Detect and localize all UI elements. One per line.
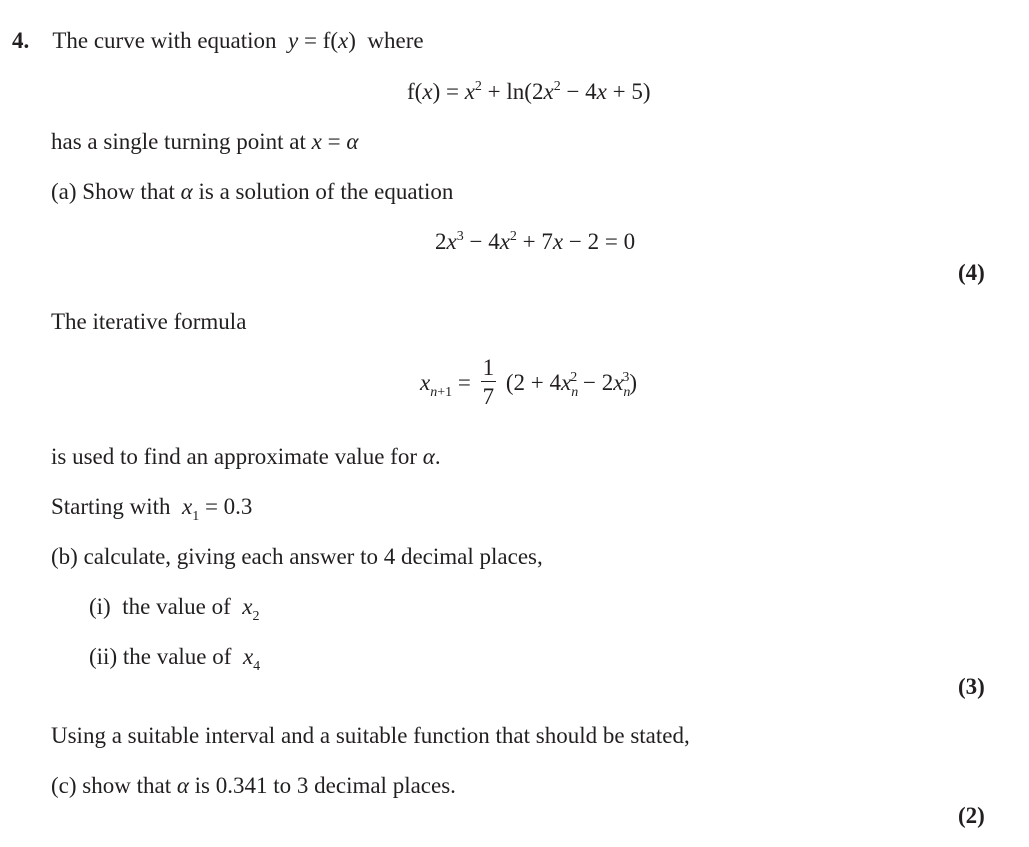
turning-point-text: has a single turning point at [51,129,306,154]
function-lhs: f [407,79,415,104]
part-b-i-text: the value of [122,594,231,619]
part-a-label: (a) [51,179,77,204]
part-a-line: (a) Show that α is a solution of the equation [51,179,454,204]
part-b-ii-label: (ii) [89,644,118,669]
part-b-ii-line: (ii) the value of $x_4$ [89,644,261,674]
part-c-label: (c) [51,773,77,798]
part-c-line: (c) show that α is 0.341 to 3 decimal places. [51,773,456,798]
part-c-text-after: is 0.341 to 3 decimal places. [194,773,456,798]
part-b-text: calculate, giving each answer to 4 decimal places, [83,544,543,569]
function-definition: $f(x) = x^2 + \ln(2x^2 - 4x + 5)$ [407,79,651,104]
part-b-marks: (3) [958,674,985,699]
part-a-text-after: is a solution of the equation [198,179,454,204]
curve-equation: y = f(x) [288,28,356,53]
part-c-text-before: show that [82,773,172,798]
iterative-formula: $x_{n+1}$ = $\frac{1}{7}$ $(2 + 4x_n^2 - 2x_n^3)$ [420,355,638,409]
part-a-text-before: Show that [82,179,175,204]
start-text: Starting with [51,494,171,519]
ln-label: ln [506,79,525,104]
part-a-marks: (4) [958,260,985,285]
part-b-label: (b) [51,544,78,569]
turning-point-line: has a single turning point at x = α [51,129,359,154]
formula-denominator: 7 [481,381,497,408]
starting-line: Starting with $x_1 = 0.3$ [51,494,253,524]
usage-text: is used to find an approximate value for [51,444,417,469]
intro-where: where [367,28,424,53]
intro-text: The curve with equation [52,28,277,53]
part-b-ii-text: the value of [122,644,232,669]
question-intro-line [12,29,424,52]
question-number: 4. [12,28,30,53]
part-b-line [51,545,543,568]
formula-fraction [481,356,497,408]
interval-text: Using a suitable interval and a suitable function that should be stated, [51,723,690,748]
part-b-i-label: (i) [89,594,111,619]
iterative-intro: The iterative formula [51,309,247,334]
part-b-i-line: (i) the value of $x_2$ [89,594,260,624]
usage-line: is used to find an approximate value for α. [51,444,441,469]
part-c-marks: (2) [958,803,985,828]
cubic-equation: $2x^3 - 4x^2 + 7x - 2 = 0$ [435,229,636,254]
start-value: = 0.3 [204,494,253,519]
formula-numerator: 1 [482,355,495,380]
